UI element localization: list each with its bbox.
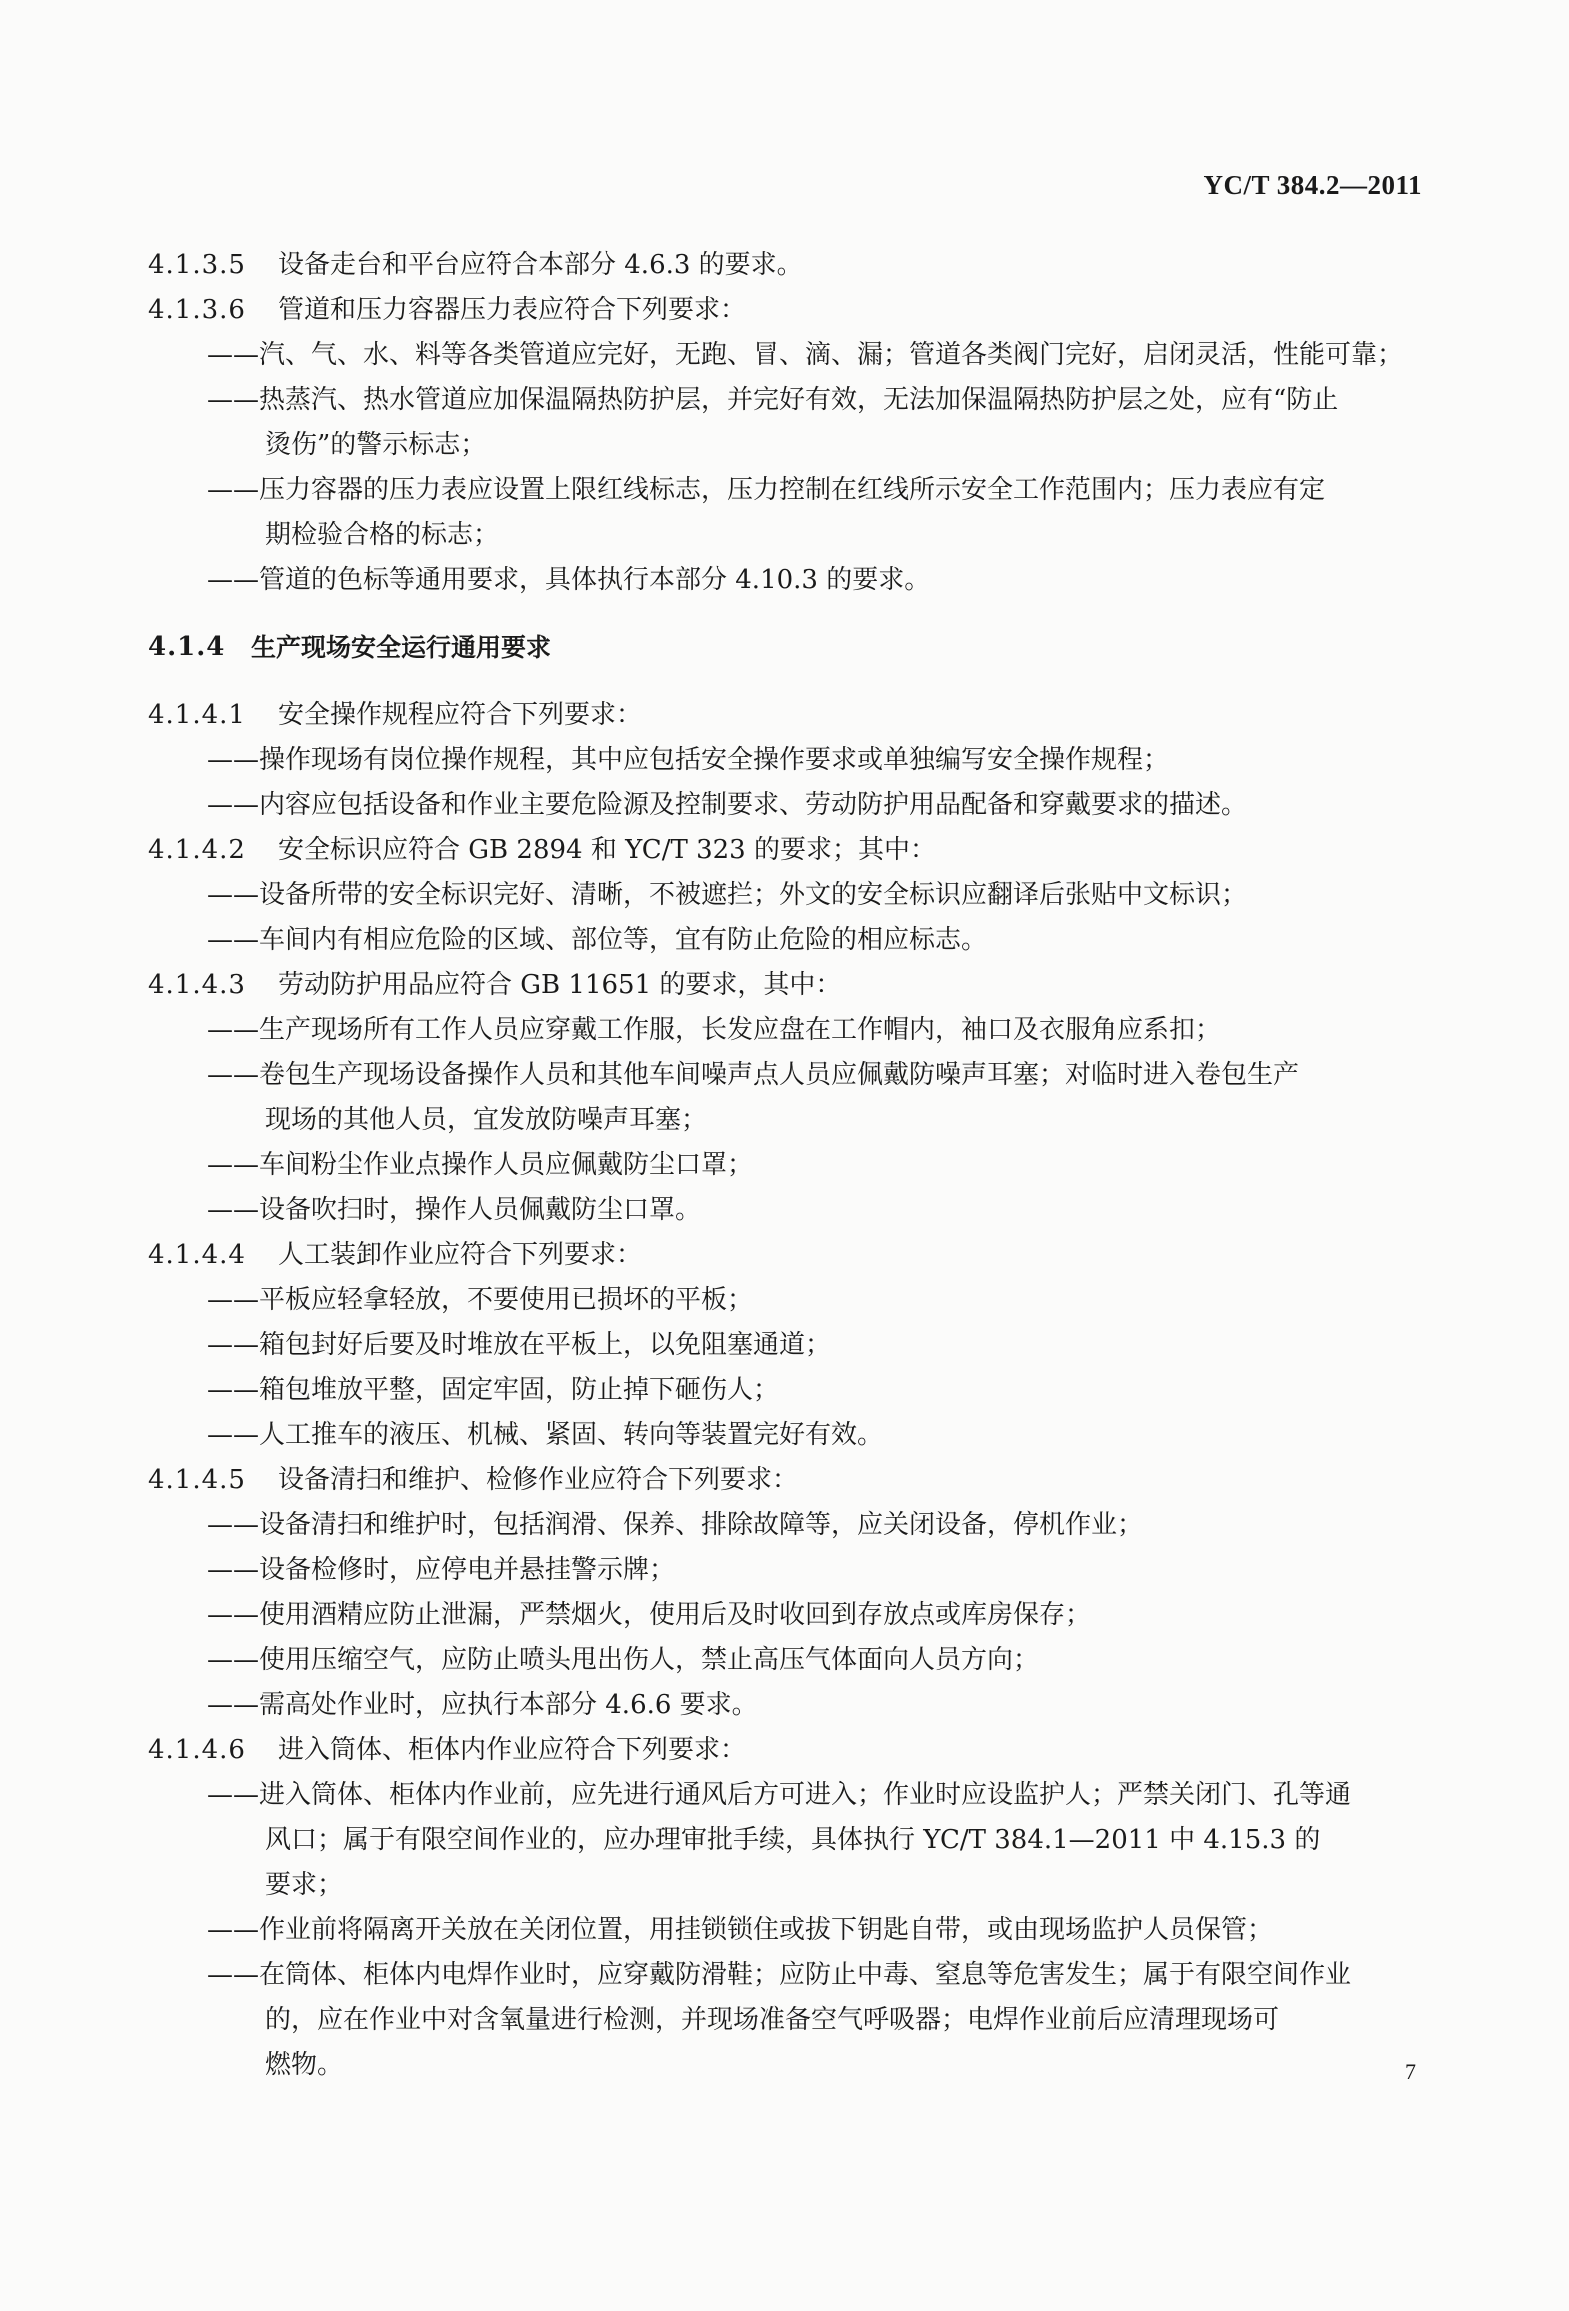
list-item-continuation: 烫伤”的警示标志； [265,430,487,460]
list-item: ——内容应包括设备和作业主要危险源及控制要求、劳动防护用品配备和穿戴要求的描述。 [207,790,1248,820]
page-number: 7 [1405,2059,1416,2084]
list-item: ——热蒸汽、热水管道应加保温隔热防护层，并完好有效，无法加保温隔热防护层之处，应有“防止 [207,385,1339,415]
list-item: ——人工推车的液压、机械、紧固、转向等装置完好有效。 [207,1420,884,1450]
clause-text: 生产现场安全运行通用要求 [251,633,552,662]
clause-text: 安全操作规程应符合下列要求： [278,700,643,730]
list-item: ——压力容器的压力表应设置上限红线标志，压力控制在红线所示安全工作范围内；压力表应有定 [207,475,1326,505]
clause-text: 安全标识应符合 GB 2894 和 YC/T 323 的要求；其中： [278,835,936,865]
list-item-continuation: 现场的其他人员，宜发放防噪声耳塞； [265,1105,708,1135]
clause-line [148,288,1421,333]
list-item-continuation: 燃物。 [265,2050,344,2080]
clause-line [148,1233,1421,1278]
clause-line [148,693,1421,738]
clause-number: 4.1.4.6 [148,1735,246,1765]
clause-number: 4.1.4.1 [148,700,246,730]
clause-line [148,963,1421,1008]
list-item: ——进入筒体、柜体内作业前，应先进行通风后方可进入；作业时应设监护人；严禁关闭门、孔等通 [207,1780,1352,1810]
list-item: ——需高处作业时，应执行本部分 4.6.6 要求。 [207,1690,758,1720]
clause-line [148,1728,1421,1773]
clause-text: 人工装卸作业应符合下列要求： [278,1240,643,1270]
list-item: ——操作现场有岗位操作规程，其中应包括安全操作要求或单独编写安全操作规程； [207,745,1170,775]
clause-number: 4.1.4 [148,632,226,662]
clause-number: 4.1.4.2 [148,835,246,865]
list-item: ——箱包堆放平整，固定牢固，防止掉下砸伤人； [207,1375,780,1405]
clause-number: 4.1.4.4 [148,1240,246,1270]
list-item: ——车间粉尘作业点操作人员应佩戴防尘口罩； [207,1150,754,1180]
document-code: YC/T 384.2—2011 [1203,170,1422,200]
list-item: ——使用酒精应防止泄漏，严禁烟火，使用后及时收回到存放点或库房保存； [207,1600,1092,1630]
list-item-continuation: 的，应在作业中对含氧量进行检测，并现场准备空气呼吸器；电焊作业前后应清理现场可 [265,2005,1280,2035]
clause-number: 4.1.4.3 [148,970,246,1000]
clause-text: 设备走台和平台应符合本部分 4.6.3 的要求。 [278,250,803,280]
section-heading [148,625,1421,670]
clause-text: 管道和压力容器压力表应符合下列要求： [278,295,747,325]
list-item: ——箱包封好后要及时堆放在平板上，以免阻塞通道； [207,1330,832,1360]
list-item: ——生产现场所有工作人员应穿戴工作服，长发应盘在工作帽内，袖口及衣服角应系扣； [207,1015,1222,1045]
clause-line [148,828,1421,873]
list-item: ——设备所带的安全标识完好、清晰，不被遮拦；外文的安全标识应翻译后张贴中文标识； [207,880,1248,910]
list-item-continuation: 风口；属于有限空间作业的，应办理审批手续，具体执行 YC/T 384.1—2011 中 4.15.3 的 [265,1825,1321,1855]
list-item: ——汽、气、水、料等各类管道应完好，无跑、冒、滴、漏；管道各类阀门完好，启闭灵活，性能可靠； [207,340,1404,370]
clause-text: 进入筒体、柜体内作业应符合下列要求： [278,1735,747,1765]
list-item: ——设备检修时，应停电并悬挂警示牌； [207,1555,676,1585]
list-item: ——平板应轻拿轻放，不要使用已损坏的平板； [207,1285,754,1315]
document-body [148,243,1421,2088]
clause-number: 4.1.3.5 [148,250,246,280]
list-item: ——使用压缩空气，应防止喷头甩出伤人，禁止高压气体面向人员方向； [207,1645,1040,1675]
clause-line [148,1458,1421,1503]
list-item: ——作业前将隔离开关放在关闭位置，用挂锁锁住或拔下钥匙自带，或由现场监护人员保管； [207,1915,1274,1945]
list-item: ——管道的色标等通用要求，具体执行本部分 4.10.3 的要求。 [207,565,931,595]
list-item: ——在筒体、柜体内电焊作业时，应穿戴防滑鞋；应防止中毒、窒息等危害发生；属于有限空间作业 [207,1960,1352,1990]
list-item: ——车间内有相应危险的区域、部位等，宜有防止危险的相应标志。 [207,925,988,955]
clause-number: 4.1.4.5 [148,1465,246,1495]
list-item-continuation: 期检验合格的标志； [265,520,500,550]
clause-number: 4.1.3.6 [148,295,246,325]
list-item: ——卷包生产现场设备操作人员和其他车间噪声点人员应佩戴防噪声耳塞；对临时进入卷包生产 [207,1060,1300,1090]
clause-line [148,243,1421,288]
clause-text: 劳动防护用品应符合 GB 11651 的要求，其中： [278,970,842,1000]
list-item: ——设备清扫和维护时，包括润滑、保养、排除故障等，应关闭设备，停机作业； [207,1510,1144,1540]
list-item-continuation: 要求； [265,1870,344,1900]
list-item: ——设备吹扫时，操作人员佩戴防尘口罩。 [207,1195,702,1225]
clause-text: 设备清扫和维护、检修作业应符合下列要求： [278,1465,799,1495]
